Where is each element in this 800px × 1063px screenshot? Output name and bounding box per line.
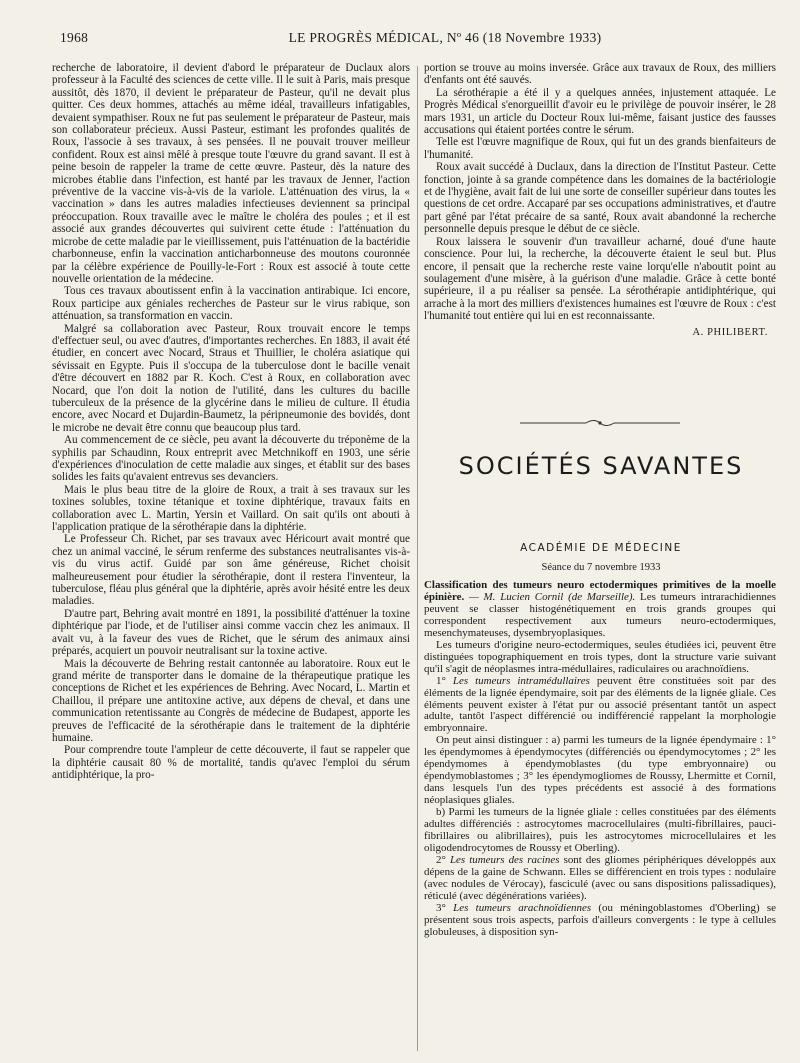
paragraph [424,903,776,939]
session-date: Séance du 7 novembre 1933 [541,562,661,573]
paragraph: Telle est l'œuvre magnifique de Roux, qui fut un des grands bienfaiteurs de l'humanité. [424,136,776,161]
item-text: peuvent être constituées soit par des éléments de la lignée épendymaire, soit par des éléments de la lignée gliale. Ces éléments peuvent exister à l'état pur ou associé présentant tantôt un aspect adulte, tantôt l'aspect différencié ou indifférencié rappelant la morphologie embryonnaire. [424,674,776,735]
society-name: ACADÉMIE DE MÉDECINE [520,542,682,554]
item-text: (ou méningoblastomes d'Oberling) se présentent sous trois aspects, parfois d'ailleurs convergents : le type à cellules globuleuses, à disposition syn- [424,901,776,938]
item-heading: Les tumeurs arachnoïdiennes [453,901,592,914]
author-signature: A. PHILIBERT. [692,326,768,338]
section-title: SOCIÉTÉS SAVANTES [458,452,744,480]
paragraph: Au commencement de ce siècle, peu avant la découverte du tréponème de la syphilis par Schaudinn, Roux entreprit avec Metchnikoff en 1903, une série d'expériences d'inoculation de cette maladie aux singes, et établit sur des bases solides les faits qu'avaient entrevus ses devanciers. [52,434,410,484]
article-intro: Les tumeurs intrarachidiennes peuvent se classer histogénétiquement en trois grands groupes qui correspondent respectivement aux tumeurs neuro-ectodermiques, mesenchymateuses, dysembryoplasiques. [424,590,776,639]
item-text: sont des gliomes périphériques développés aux dépens de la gaine de Schwann. Elles se différencient en trois types : nodulaire (avec nodules de Vérocay), fasciculé (avec ou sans dispositions palissadiques), réticulé (avec dégénérations variées). [424,853,776,902]
paragraph: La sérothérapie a été il y a quelques années, injustement attaquée. Le Progrès Médical s'enorgueillit d'avoir eu le privilège de pouvoir insérer, le 28 mars 1931, un article du Docteur Roux lui-même, faisant justice des fausses accusations qui étaient portées contre le sérum. [424,86,776,137]
paragraph: Tous ces travaux aboutissent enfin à la vaccination antirabique. Ici encore, Roux participe aux géniales recherches de Pasteur sur le virus rabique, son atténuation, sa transformation en vaccin. [52,285,410,323]
paragraph: On peut ainsi distinguer : a) parmi les tumeurs de la lignée épendymaire : 1° les épendymomes à épendymocytes (différenciés ou épendymocytomes ; 2° les épendymomes à épendymoblastes (du type embryonnaire) ou épendymoblastomes ; 3° les épendymogliomes de Roussy, Lhermitte et Cornil, dans lesquels l'un des types précédents est associé à des formations néoplasiques gliales. [424,734,776,807]
paragraph: recherche de laboratoire, il devient d'abord le préparateur de Duclaux alors professeur à la Faculté des sciences de cette ville. Il le suit à Paris, mais presque aussitôt, dès 1870, il devient le préparateur de Pasteur, qu'il ne devait plus quitter. Ces deux hommes, attachés au même idéal, travailleurs infatigables, devaient sympathiser. Roux ne fut pas seulement le préparateur de Pasteur, mais son collaborateur précieux. Aussi Pasteur, estimant les profondes qualités de Roux, l'associe à ses travaux, à ses pensées. Il ne pouvait trouver meilleur confident. Roux est ainsi mêlé à presque toute l'œuvre du grand savant. Il est à peine besoin de rappeler la trame de cette œuvre. Pasteur, dès la nature des microbes établie dans l'infection, est hanté par les travaux de Jenner, l'action préventive de la vaccine vis-à-vis de la variole. L'atténuation des virus, la « vaccination » dans les autres maladies infectieuses deviennent sa principal préoccupation. Roux travaille avec le maître le choléra des poules ; et il est associé aux grandes découvertes qui suivirent cette étude : l'atténuation du microbe de cette maladie par le vieillissement, puis l'atténuation de la bactéridie charbonneuse, enfin la vaccination anticharbonneuse des moutons couronnée par la célèbre expérience de Pouilly-le-Fort : Roux est associé à toute cette nouvelle orientation de la médecine. [52,62,410,285]
page-number: 1968 [60,30,89,45]
paragraph: Les tumeurs d'origine neuro-ectodermiques, seules étudiées ici, peuvent être distinguées topographiquement en trois types, dont la structure varie suivant qu'il s'agit de néoplasmes intra-médullaires, radiculaires ou arachnoïdiens. [424,638,776,675]
ornament-divider [520,418,680,428]
paragraph: Malgré sa collaboration avec Pasteur, Roux trouvait encore le temps d'effectuer seul, ou avec d'autres, d'importantes recherches. En 1883, il avait été étudier, en concert avec Nocard, Straus et Thuillier, le choléra asiatique qui sévissait en Egypte. Puis il s'occupa de la tuberculose dont le bacille venait d'être découvert en 1882 par R. Koch. C'est à Roux, en collaboration avec Nocard, que l'on doit la notion de l'utilité, dans les cultures du bacille tuberculeux de la présence de la glycérine dans le milieu de culture. Il étudia encore, avec Nocard et Dujardin-Baumetz, la péripneumonie des bovidés, dont le microbe ne devait être connu que beaucoup plus tard. [52,322,410,434]
journal-title: LE PROGRÈS MÉDICAL, Nº 46 (18 Novembre 1933) [288,30,602,45]
article-heading [424,580,776,640]
paragraph: portion se trouve au moins inversée. Grâce aux travaux de Roux, des milliers d'enfants ont été sauvés. [424,62,776,87]
paragraph: D'autre part, Behring avait montré en 1891, la possibilité d'atténuer la toxine diphtérique par l'iode, et de l'utiliser ainsi comme vaccin chez les animaux. Il avait vu, à la faveur des vues de Richet, que le sérum des animaux ainsi préparés, acquiert un pouvoir neutralisant sur la toxine active. [52,607,410,658]
column-divider [417,66,418,1051]
right-column-article [424,580,776,1060]
paragraph: b) Parmi les tumeurs de la lignée gliale : celles constituées par des éléments adultes différenciés : astrocytomes macrocellulaires (multi-fibrillaires, pauci-fibrillaires ou alibrillaires), puis les astrocytomes microcellulaires et les oligodendrocytomes de Roussy et Oberling). [424,806,776,854]
paragraph: Pour comprendre toute l'ampleur de cette découverte, il faut se rappeler que la diphtérie causait 80 % de mortalité, tandis qu'avec l'emploi du sérum antidiphtérique, la pro- [52,744,410,782]
paragraph [424,676,776,736]
paragraph: Roux avait succédé à Duclaux, dans la direction de l'Institut Pasteur. Cette fonction, jointe à sa grande compétence dans les domaines de la bactériologie et de l'hygiène, avait fait de lui une sorte de conseiller supérieur dans toutes les questions de cet ordre. Accaparé par ses occupations administratives, et d'autre part gêné par l'état précaire de sa santé, Roux avait abandonné la recherche personnelle depuis presque le début de ce siècle. [424,161,776,236]
right-column-top [424,62,776,339]
item-heading: Les tumeurs des racines [449,853,560,866]
paragraph [424,855,776,903]
item-number: 1° [436,674,453,687]
item-number: 3° [436,901,454,914]
article-author: — M. Lucien Cornil (de Marseille). [469,590,636,603]
running-header [60,30,740,50]
paragraph: Mais la découverte de Behring restait cantonnée au laboratoire. Roux eut le grand mérite de transporter dans le domaine de la thérapeutique pratique les conceptions de Richet et les expériences de Behring. Avec Nocard, L. Martin et Chaillou, il prépare une antitoxine active, aux dépens de cheval, et dans une communication retentissante au Congrès de médecine de Budapest, apporte les preuves de l'efficacité de la sérothérapie dans le traitement de la diphtérie humaine. [52,657,410,744]
paragraph: Roux laissera le souvenir d'un travailleur acharné, doué d'une haute conscience. Pour lui, la recherche, la découverte étaient le seul but. Plus encore, il pensait que la recherche reste vaine lorqu'elle n'aboutit point au soulagement d'une misère, à la guérison d'une maladie. Grâce à cette bonté supérieure, il a pu réaliser sa pensée. La sérothérapie antidiphtérique, qui arrache à la mort des milliers d'existences humaines est l'œuvre de Roux : c'est l'humanité tout entière qui lui en est reconnaissante. [424,235,776,323]
paragraph: Mais le plus beau titre de la gloire de Roux, a trait à ses travaux sur les toxines solubles, toxine tétanique et toxine diphtérique, travaux faits en collaboration avec L. Martin, Yersin et Vaillard. On sait qu'ils ont abouti à l'application pratique de la sérothérapie dans la diphtérie. [52,483,410,534]
left-column [52,62,410,1052]
article-title: Classification des tumeurs neuro ectodermiques primitives de la moelle épinière. [424,580,776,603]
item-heading: Les tumeurs intramédullaires [452,674,590,687]
paragraph: Le Professeur Ch. Richet, par ses travaux avec Héricourt avait montré que chez un animal vacciné, le sérum renferme des substances neutralisantes vis-à-vis du virus actif. Guidé par son âme généreuse, Richet choisit malheureusement pour étudier la sérothérapie, dont il restera l'inventeur, la tuberculose, fléau plus général que la diphtérie, après avoir hésité entre les deux maladies. [52,533,410,608]
item-number: 2° [436,853,450,866]
